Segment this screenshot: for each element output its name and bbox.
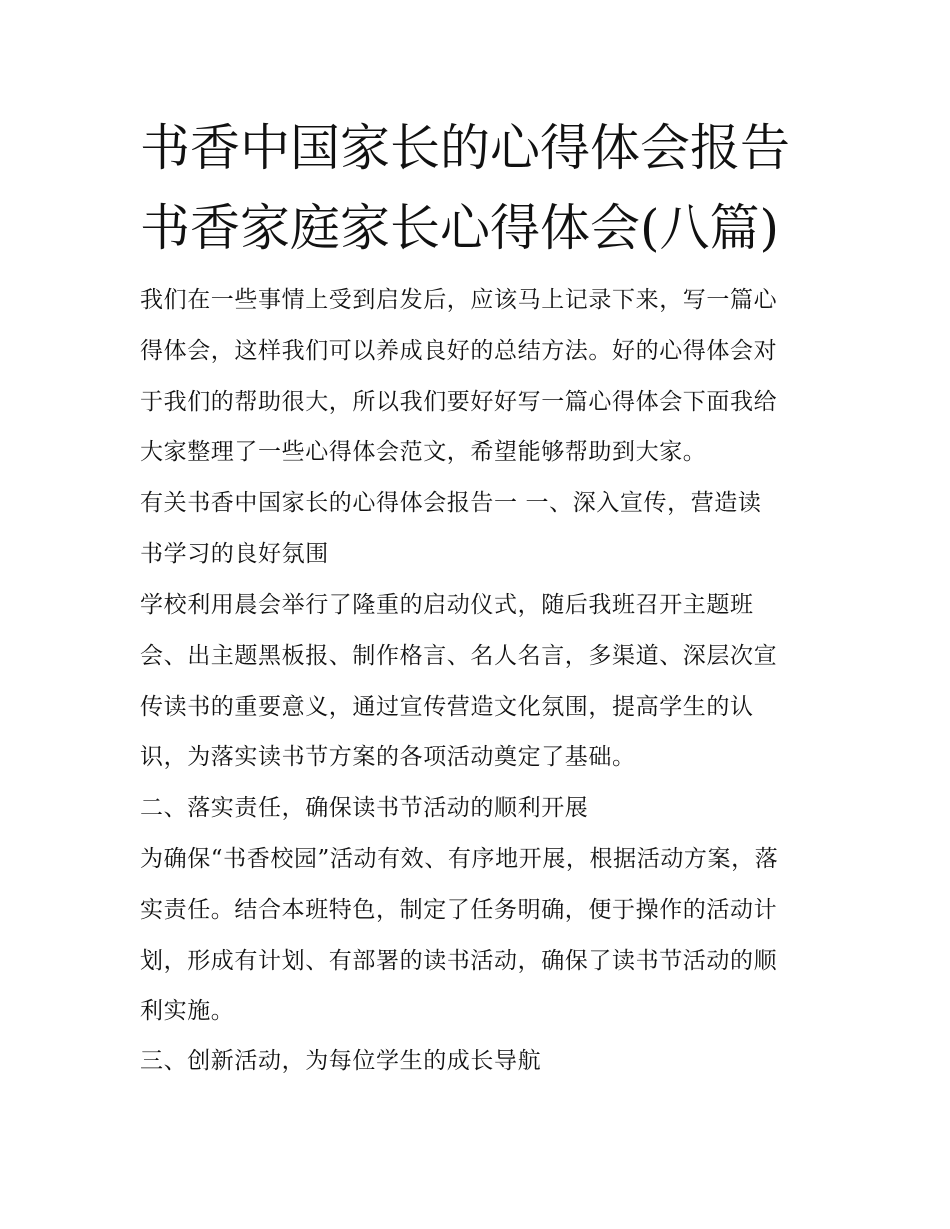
body-line-13: 实责任。结合本班特色，制定了任务明确，便于操作的活动计: [140, 897, 778, 923]
body-line-14: 划，形成有计划、有部署的读书活动，确保了读书节活动的顺: [140, 948, 778, 974]
body-line-6: 书学习的良好氛围: [140, 541, 329, 567]
body-line-1: 我们在一些事情上受到启发后，应该马上记录下来，写一篇心: [140, 287, 778, 313]
body-line-3: 于我们的帮助很大，所以我们要好好写一篇心得体会下面我给: [140, 389, 778, 415]
body-line-2: 得体会，这样我们可以养成良好的总结方法。好的心得体会对: [140, 338, 778, 364]
body-line-8: 会、出主题黑板报、制作格言、名人名言，多渠道、深层次宣: [140, 643, 778, 669]
body-line-12: 为确保“书香校园”活动有效、有序地开展，根据活动方案，落: [140, 846, 779, 872]
document-title-line-1: 书香中国家长的心得体会报告: [140, 119, 790, 177]
body-line-15: 利实施。: [140, 998, 235, 1024]
document-title-line-2: 书香家庭家长心得体会(八篇): [140, 199, 780, 257]
body-line-10: 识，为落实读书节方案的各项活动奠定了基础。: [140, 744, 636, 770]
body-line-5: 有关书香中国家长的心得体会报告一 一、深入宣传，营造读: [140, 490, 762, 516]
body-line-7: 学校利用晨会举行了隆重的启动仪式，随后我班召开主题班: [140, 592, 754, 618]
body-line-16: 三、创新活动，为每位学生的成长导航: [140, 1048, 542, 1074]
body-line-11: 二、落实责任，确保读书节活动的顺利开展: [140, 795, 589, 821]
body-line-4: 大家整理了一些心得体会范文，希望能够帮助到大家。: [140, 439, 707, 465]
body-line-9: 传读书的重要意义，通过宣传营造文化氛围，提高学生的认: [140, 694, 754, 720]
